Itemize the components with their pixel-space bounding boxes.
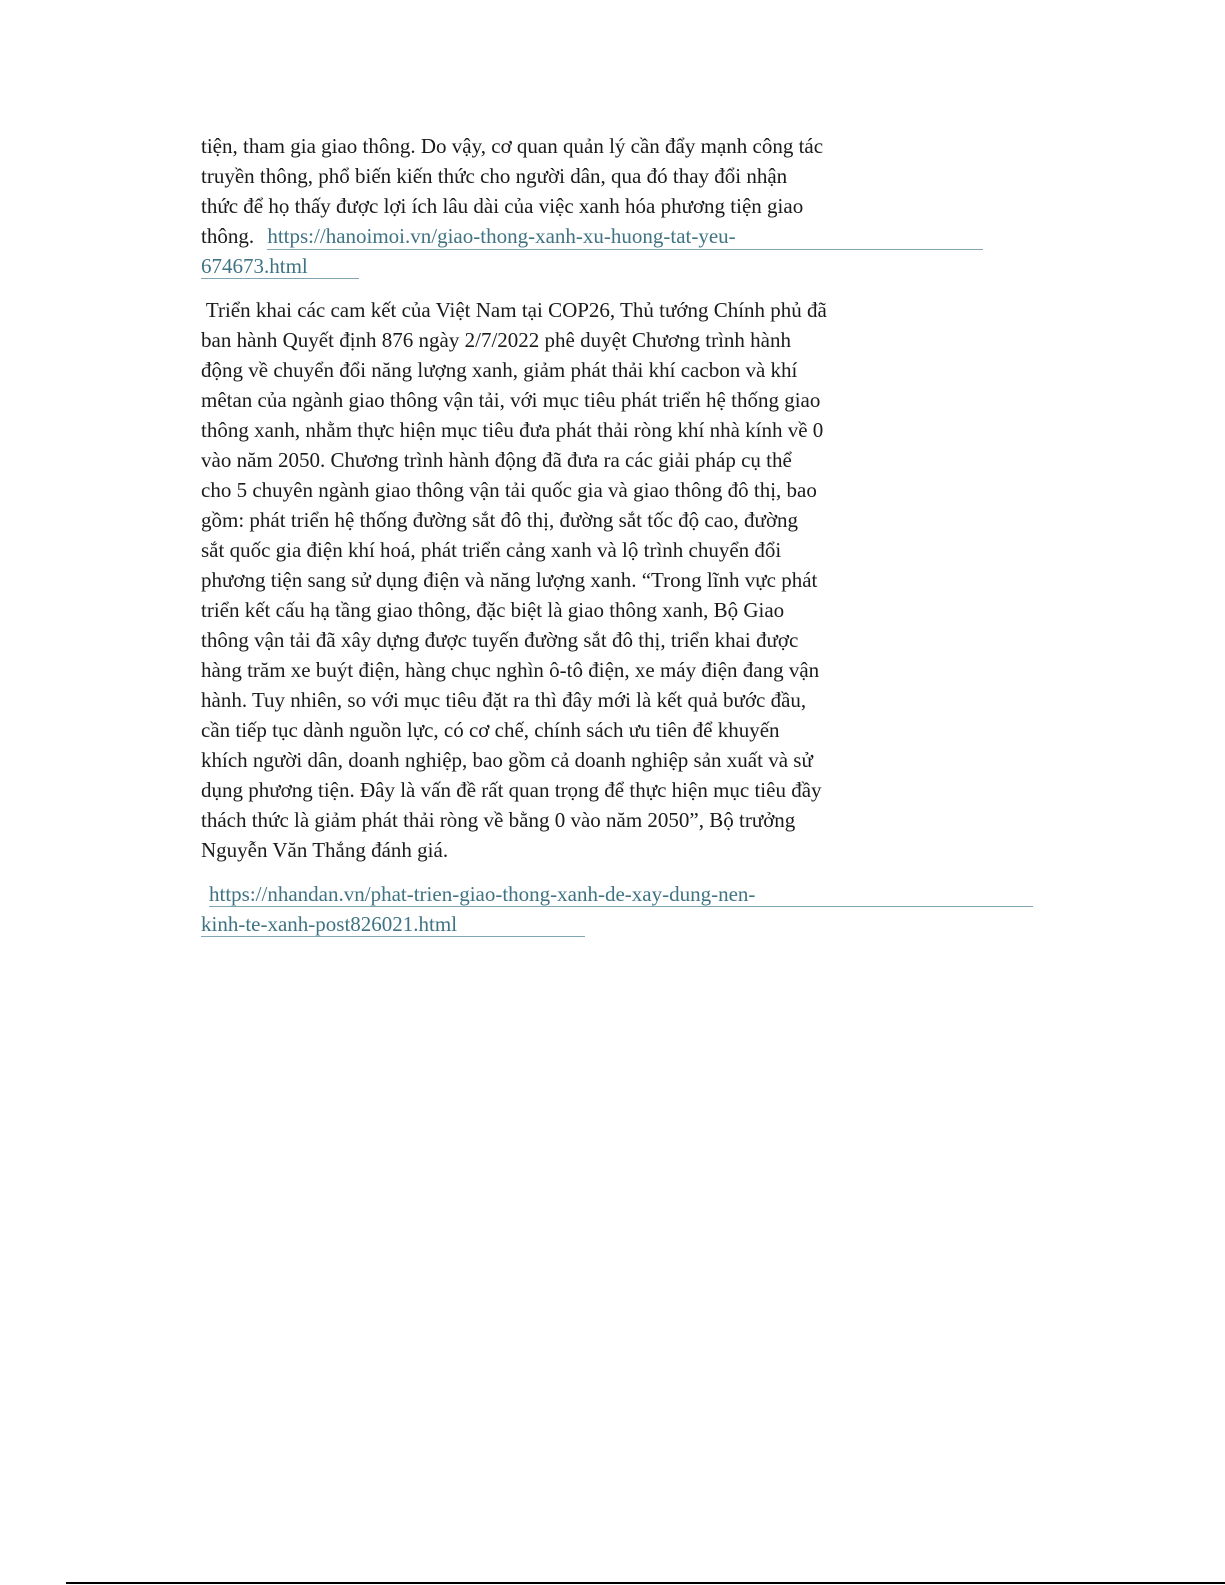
paragraph-gap [201, 281, 931, 295]
paragraph-line: Nguyễn Văn Thắng đánh giá. [201, 838, 449, 862]
paragraph-line: hàng trăm xe buýt điện, hàng chục nghìn ô-tô điện, xe máy điện đang vận [201, 658, 820, 682]
paragraph-line-with-link [201, 221, 931, 251]
paragraph-line: truyền thông, phổ biến kiến thức cho người dân, qua đó thay đổi nhận [201, 164, 788, 188]
paragraph-line: thông xanh, nhằm thực hiện mục tiêu đưa phát thải ròng khí nhà kính về 0 [201, 418, 824, 442]
link-line [201, 909, 931, 939]
paragraph-line: Triển khai các cam kết của Việt Nam tại COP26, Thủ tướng Chính phủ đã [201, 298, 827, 322]
page-bottom-rule [66, 1582, 1225, 1584]
paragraph-line: thông vận tải đã xây dựng được tuyến đường sắt đô thị, triển khai được [201, 628, 799, 652]
paragraph-line: thức để họ thấy được lợi ích lâu dài của việc xanh hóa phương tiện giao [201, 194, 804, 218]
link-line [201, 879, 931, 909]
paragraph-line: thách thức là giảm phát thải ròng về bằng 0 vào năm 2050”, Bộ trưởng [201, 808, 796, 832]
hanoimoi-link-part2[interactable]: 674673.html [201, 254, 359, 279]
paragraph-line: ban hành Quyết định 876 ngày 2/7/2022 phê duyệt Chương trình hành [201, 328, 791, 352]
paragraph-line: triển kết cấu hạ tầng giao thông, đặc biệt là giao thông xanh, Bộ Giao [201, 598, 785, 622]
nhandan-link-part2[interactable]: kinh-te-xanh-post826021.html [201, 912, 585, 937]
paragraph-1 [201, 131, 931, 281]
paragraph-line: vào năm 2050. Chương trình hành động đã đưa ra các giải pháp cụ thể [201, 448, 792, 472]
paragraph-line: mêtan của ngành giao thông vận tải, với mục tiêu phát triển hệ thống giao [201, 388, 821, 412]
paragraph-line: cần tiếp tục dành nguồn lực, có cơ chế, chính sách ưu tiên để khuyến [201, 718, 780, 742]
paragraph-2 [201, 295, 931, 865]
paragraph-line: dụng phương tiện. Đây là vấn đề rất quan trọng để thực hiện mục tiêu đầy [201, 778, 822, 802]
paragraph-line: khích người dân, doanh nghiệp, bao gồm cả doanh nghiệp sản xuất và sử [201, 748, 813, 772]
paragraph-line: phương tiện sang sử dụng điện và năng lượng xanh. “Trong lĩnh vực phát [201, 568, 818, 592]
paragraph-line: động về chuyển đổi năng lượng xanh, giảm phát thải khí cacbon và khí [201, 358, 798, 382]
paragraph-line-prefix: thông. [201, 224, 255, 248]
paragraph-line: sắt quốc gia điện khí hoá, phát triển cảng xanh và lộ trình chuyển đổi [201, 538, 782, 562]
paragraph-line: cho 5 chuyên ngành giao thông vận tải quốc gia và giao thông đô thị, bao [201, 478, 817, 502]
paragraph-line: tiện, tham gia giao thông. Do vậy, cơ quan quản lý cần đẩy mạnh công tác [201, 134, 824, 158]
paragraph-line: gồm: phát triển hệ thống đường sắt đô thị, đường sắt tốc độ cao, đường [201, 508, 799, 532]
nhandan-link-block [201, 879, 931, 939]
document-body [201, 131, 931, 939]
paragraph-line: hành. Tuy nhiên, so với mục tiêu đặt ra thì đây mới là kết quả bước đầu, [201, 688, 807, 712]
nhandan-link-part1[interactable]: https://nhandan.vn/phat-trien-giao-thong-xanh-de-xay-dung-nen- [209, 882, 1033, 907]
link-continuation [201, 251, 931, 281]
hanoimoi-link-part1[interactable]: https://hanoimoi.vn/giao-thong-xanh-xu-huong-tat-yeu- [267, 223, 983, 250]
